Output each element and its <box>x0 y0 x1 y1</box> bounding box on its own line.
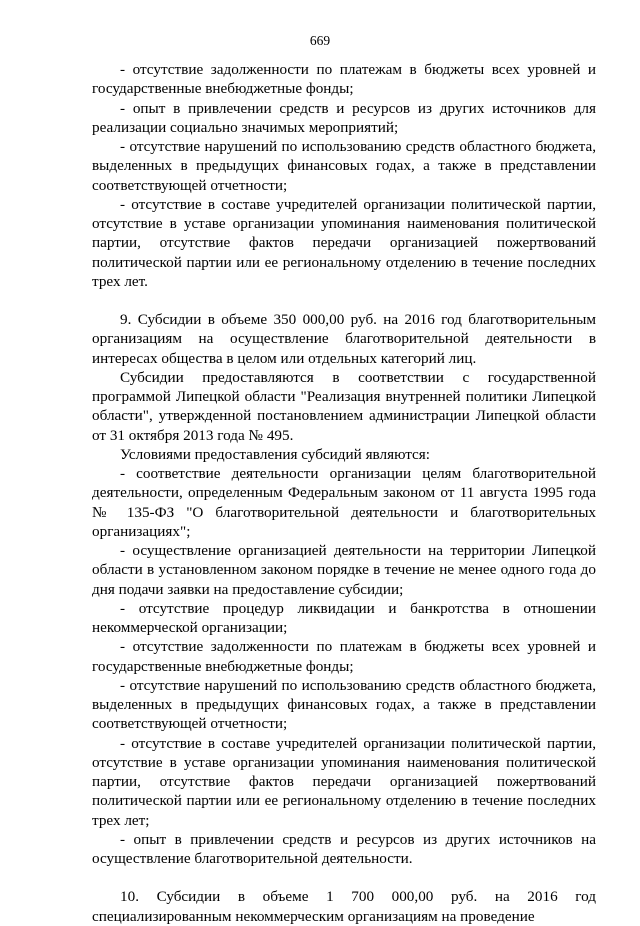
paragraph: Субсидии предоставляются в соответствии с государственной программой Липецкой области "Реализация внутренней политики Липецкой области", утвержденной постановлением администрации Липецкой области от 31 октября 2013 года № 495. <box>92 368 596 444</box>
paragraph: - отсутствие задолженности по платежам в бюджеты всех уровней и государственные внебюджетные фонды; <box>92 638 596 675</box>
paragraph: - опыт в привлечении средств и ресурсов из других источников на осуществление благотворительной деятельности. <box>92 830 596 867</box>
paragraph: - отсутствие задолженности по платежам в бюджеты всех уровней и государственные внебюджетные фонды; <box>92 61 596 98</box>
section-heading-paragraph: 9. Субсидии в объеме 350 000,00 руб. на 2016 год благотворительным организациям на осуществление благотворительной деятельности в интересах общества в целом или отдельных категорий лиц. <box>92 311 596 367</box>
section-gap <box>92 868 596 887</box>
paragraph: - соответствие деятельности организации целям благотворительной деятельности, определенным Федеральным законом от 11 августа 1995 года № 135-ФЗ "О благотворительной деятельности и благотворительных организациях"; <box>92 465 596 540</box>
paragraph: - отсутствие нарушений по использованию средств областного бюджета, выделенных в предыдущих финансовых годах, а также в представлении соответствующей отчетности; <box>92 676 596 733</box>
section-heading-paragraph: 10. Субсидии в объеме 1 700 000,00 руб. на 2016 год специализированным некоммерческим организациям на проведение <box>92 888 596 925</box>
paragraph: - отсутствие процедур ликвидации и банкротства в отношении некоммерческой организации; <box>92 599 596 636</box>
paragraph: - отсутствие в составе учредителей организации политической партии, отсутствие в уставе организации упоминания наименования политической партии, отсутствие фактов передачи организацией пожертвований политической партии или ее региональному отделению в течение последних трех лет; <box>92 734 596 829</box>
section-9 <box>92 310 596 868</box>
section-gap <box>92 291 596 310</box>
paragraph: - отсутствие в составе учредителей организации политической партии, отсутствие в уставе организации упоминания наименования политической партии, отсутствие фактов передачи организацией пожертвований политической партии или ее региональному отделению в течение последних трех лет. <box>92 195 596 290</box>
paragraph: - опыт в привлечении средств и ресурсов из других источников для реализации социально значимых мероприятий; <box>92 99 596 136</box>
document-body <box>92 60 596 926</box>
paragraph: Условиями предоставления субсидий являются: <box>120 445 430 463</box>
paragraph: - отсутствие нарушений по использованию средств областного бюджета, выделенных в предыдущих финансовых годах, а также в представлении соответствующей отчетности; <box>92 138 596 194</box>
section-10 <box>92 887 596 926</box>
paragraph: - осуществление организацией деятельности на территории Липецкой области в установленном законом порядке в течение не менее одного года до дня подачи заявки на предоставление субсидии; <box>92 542 596 598</box>
conditions-continued-section <box>92 60 596 291</box>
page-number: 669 <box>309 33 331 48</box>
